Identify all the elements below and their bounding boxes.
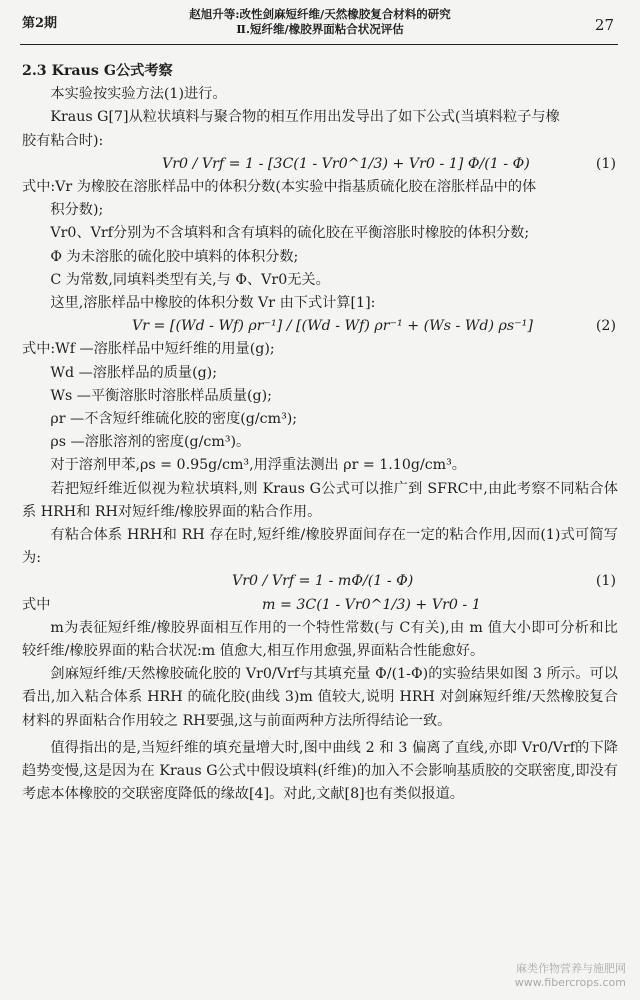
paragraph-line: 这里,溶胀样品中橡胶的体积分数 Vr 由下式计算[1]: (50, 295, 376, 312)
site-watermark (515, 962, 626, 990)
paragraph-line: ρs —溶胀溶剂的密度(g/cm³)。 (50, 434, 251, 451)
running-title-line1: 赵旭升等:改性剑麻短纤维/天然橡胶复合材料的研究 (189, 7, 451, 21)
equation-2 (22, 315, 618, 338)
equation-1-text: Vr0 / Vrf = 1 - [3C(1 - Vr0^1/3) + Vr0 - 1] Φ/(1 - Φ) (162, 155, 530, 172)
section-heading: 2.3 Kraus G公式考察 (22, 63, 173, 79)
paragraph-line: Φ 为未溶胀的硫化胶中填料的体积分数; (50, 248, 299, 265)
paragraph-line: Ws —平衡溶胀时溶胀样品质量(g); (50, 387, 272, 404)
article-body (22, 60, 618, 807)
paragraph-line: 胶有粘合时): (22, 132, 104, 149)
paragraph: 有粘合体系 HRH和 RH 存在时,短纤维/橡胶界面间存在一定的粘合作用,因而(1)式可简写为: (22, 527, 618, 567)
paragraph: 剑麻短纤维/天然橡胶硫化胶的 Vr0/Vrf与其填充量 Φ/(1-Φ)的实验结果如图 3 所示。可以看出,加入粘合体系 HRH 的硫化胶(曲线 3)m 值较大,说明 HRH 对剑麻短纤维/天然橡胶复合材料的界面粘合作用较之 RH要强,这与前面两种方法所得结论一致。 (22, 666, 618, 729)
paragraph-line: ρr —不含短纤维硫化胶的密度(g/cm³); (50, 411, 298, 428)
equation-4-label: 式中 (22, 596, 51, 613)
equation-4-text: m = 3C(1 - Vr0^1/3) + Vr0 - 1 (262, 596, 481, 613)
equation-4-row (22, 594, 618, 617)
paragraph-line: C 为常数,同填料类型有关,与 Φ、Vr0无关。 (50, 271, 330, 288)
header-rule (20, 44, 618, 45)
paragraph-line: 本实验按实验方法(1)进行。 (50, 86, 227, 103)
paragraph-line: 积分数); (50, 202, 104, 219)
equation-2-text: Vr = [(Wd - Wf) ρr⁻¹] / [(Wd - Wf) ρr⁻¹ + (Ws - Wd) ρs⁻¹] (132, 318, 533, 335)
paragraph-line: Vr0、Vrf分别为不含填料和含有填料的硫化胶在平衡溶胀时橡胶的体积分数; (50, 225, 530, 242)
paragraph: m为表征短纤维/橡胶界面相互作用的一个特性常数(与 C有关),由 m 值大小即可分析和比较纤维/橡胶界面的粘合状况:m 值愈大,相互作用愈强,界面粘合性能愈好。 (22, 619, 618, 660)
equation-3-text: Vr0 / Vrf = 1 - mΦ/(1 - Φ) (232, 573, 414, 590)
paragraph-line: 对于溶剂甲苯,ρs = 0.95g/cm³,用浮重法测出 ρr = 1.10g/cm³。 (50, 457, 466, 474)
equation-1-number: (1) (595, 155, 616, 172)
paragraph-line: 式中:Wf —溶胀样品中短纤维的用量(g); (22, 341, 275, 358)
watermark-line2: www.fibercrops.com (514, 976, 626, 989)
watermark-line1: 麻类作物营养与施肥网 (516, 962, 626, 975)
running-title (130, 7, 510, 37)
equation-2-number: (2) (595, 318, 616, 335)
paragraph-line: Wd —溶胀样品的质量(g); (50, 364, 217, 381)
paragraph: 值得指出的是,当短纤维的填充量增大时,图中曲线 2 和 3 偏离了直线,亦即 Vr0/Vrf的下降趋势变慢,这是因为在 Kraus G公式中假设填料(纤维)的加入不会影响基质胶的交联密度,即没有考虑本体橡胶的交联密度降低的缘故[4]。对此,文献[8]也有类似报道。 (22, 739, 618, 803)
running-header (0, 0, 640, 46)
issue-label: 第2期 (22, 16, 58, 31)
equation-1 (22, 153, 618, 176)
equation-3-number: (1) (595, 573, 616, 590)
paragraph-line: Kraus G[7]从粒状填料与聚合物的相互作用出发导出了如下公式(当填料粒子与橡 (50, 109, 560, 126)
page-number: 27 (594, 16, 614, 34)
paragraph: 若把短纤维近似视为粒状填料,则 Kraus G公式可以推广到 SFRC中,由此考察不同粘合体系 HRH和 RH对短纤维/橡胶界面的粘合作用。 (22, 480, 618, 520)
equation-3 (22, 570, 618, 593)
paragraph-line: 式中:Vr 为橡胶在溶胀样品中的体积分数(本实验中指基质硫化胶在溶胀样品中的体 (22, 179, 537, 196)
running-title-line2: Ⅱ.短纤维/橡胶界面粘合状况评估 (236, 22, 404, 36)
